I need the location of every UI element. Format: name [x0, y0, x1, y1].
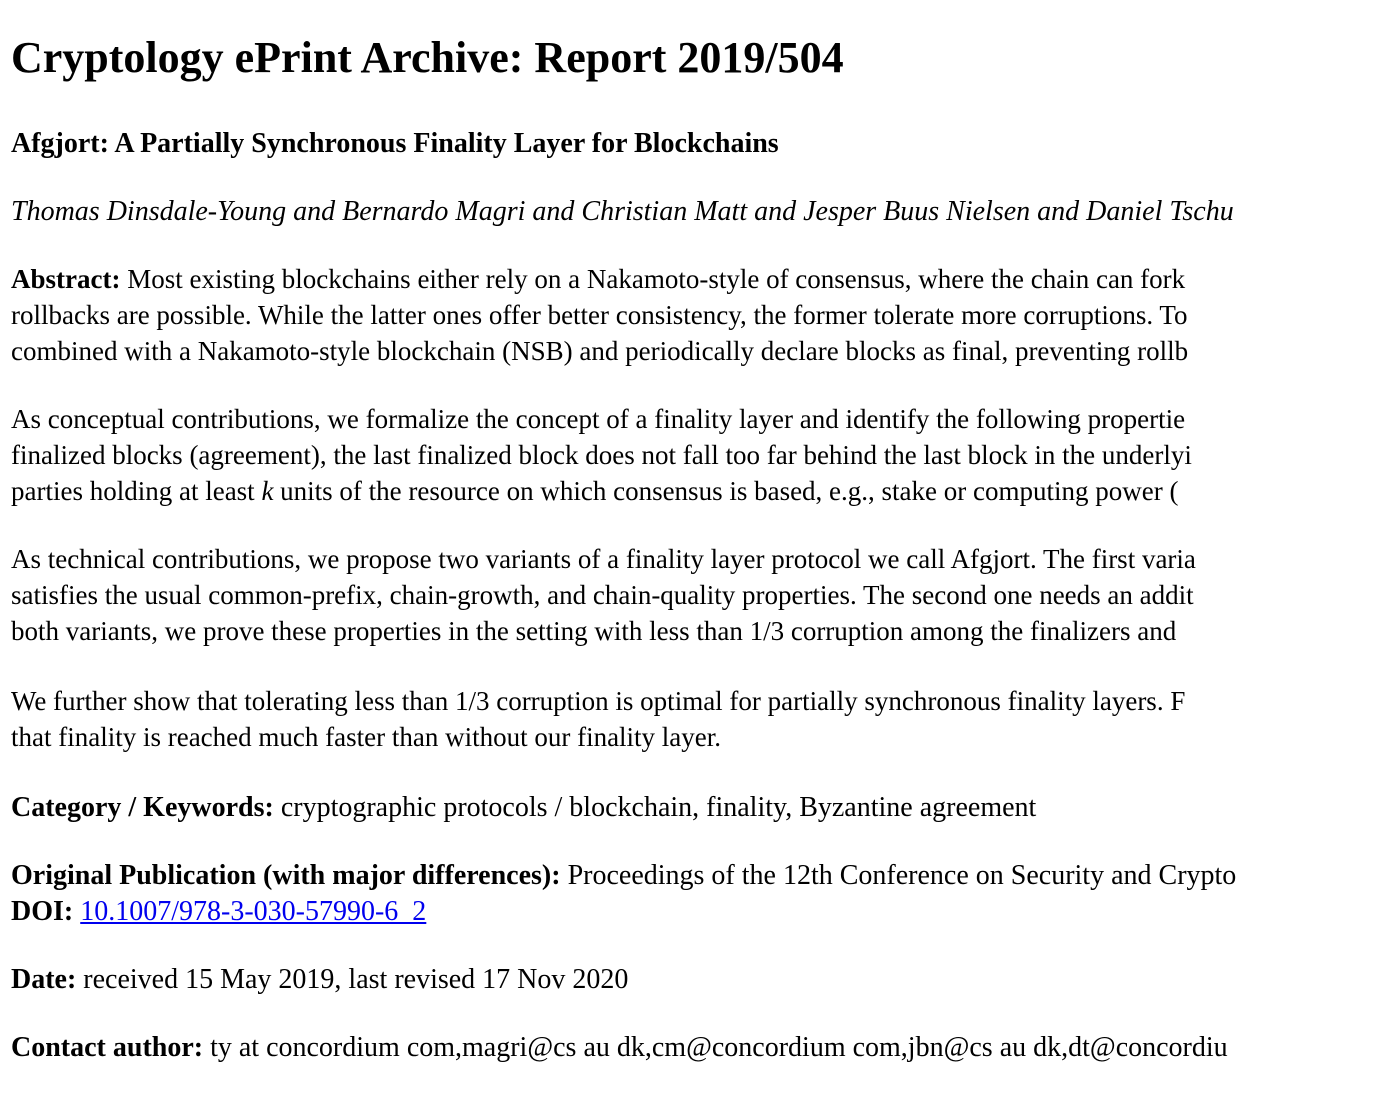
- abstract-line: satisfies the usual common-prefix, chain-growth, and chain-quality properties. The second one needs an addit: [11, 580, 1194, 610]
- abstract-line: combined with a Nakamoto-style blockchain (NSB) and periodically declare blocks as final, preventing rollb: [11, 336, 1189, 366]
- abstract-line: that finality is reached much faster than without our finality layer.: [11, 722, 722, 752]
- abstract-text: parties holding at least: [11, 476, 262, 506]
- category-keywords: [11, 792, 1036, 824]
- publication-value: Proceedings of the 12th Conference on Security and Crypto: [560, 860, 1237, 891]
- abstract-line: finalized blocks (agreement), the last finalized block does not fall too far behind the last block in the underlyi: [11, 440, 1192, 470]
- abstract-line: [11, 264, 1185, 295]
- abstract-line: We further show that tolerating less than 1/3 corruption is optimal for partially synchronous finality layers. F: [11, 686, 1186, 716]
- doi: [11, 896, 426, 928]
- date: [11, 964, 628, 996]
- abstract-line: As technical contributions, we propose two variants of a finality layer protocol we call Afgjort. The first varia: [11, 544, 1196, 574]
- page-title: Cryptology ePrint Archive: Report 2019/504: [11, 33, 844, 82]
- abstract-line: both variants, we prove these properties in the setting with less than 1/3 corruption among the finalizers and: [11, 616, 1177, 646]
- abstract-line: As conceptual contributions, we formalize the concept of a finality layer and identify the following propertie: [11, 404, 1186, 434]
- publication-label: Original Publication (with major differences):: [11, 860, 561, 891]
- abstract-text: units of the resource on which consensus is based, e.g., stake or computing power (: [273, 476, 1179, 506]
- date-label: Date:: [11, 964, 77, 995]
- category-label: Category / Keywords:: [11, 792, 274, 823]
- abstract-line: [11, 476, 1178, 507]
- paper-authors: Thomas Dinsdale-Young and Bernardo Magri and Christian Matt and Jesper Buus Nielsen and Daniel Tschu: [11, 196, 1234, 227]
- date-value: received 15 May 2019, last revised 17 Nov 2020: [76, 964, 629, 995]
- category-value: cryptographic protocols / blockchain, finality, Byzantine agreement: [273, 792, 1037, 823]
- doi-label: DOI:: [11, 896, 74, 927]
- abstract-text: Most existing blockchains either rely on a Nakamoto-style of consensus, where the chain can fork: [120, 264, 1186, 294]
- contact-label: Contact author:: [11, 1032, 204, 1063]
- abstract-line: rollbacks are possible. While the latter ones offer better consistency, the former tolerate more corruptions. To: [11, 300, 1188, 330]
- abstract-label: Abstract:: [11, 264, 121, 294]
- contact-value: ty at concordium com,magri@cs au dk,cm@concordium com,jbn@cs au dk,dt@concordiu: [203, 1032, 1228, 1063]
- contact-author: [11, 1032, 1228, 1064]
- original-publication: [11, 860, 1236, 892]
- doi-link[interactable]: 10.1007/978-3-030-57990-6_2: [80, 896, 427, 927]
- math-k: k: [261, 476, 274, 506]
- paper-title: Afgjort: A Partially Synchronous Finality Layer for Blockchains: [11, 128, 779, 159]
